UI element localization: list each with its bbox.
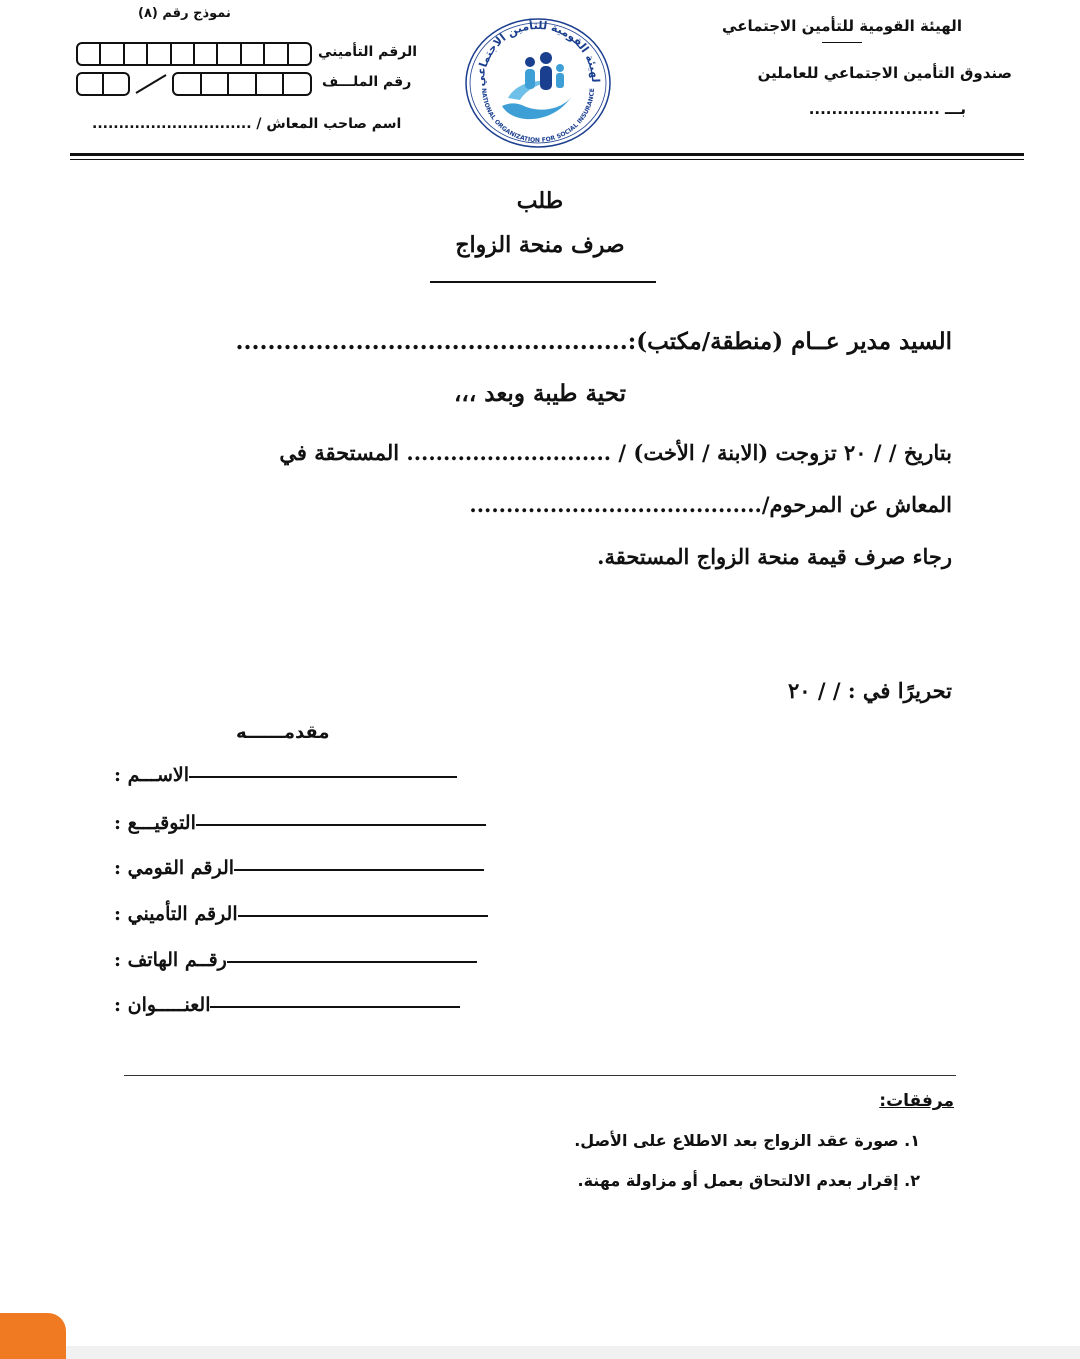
field-label: الرقم القومي : <box>114 857 235 879</box>
org-name: الهيئة القومية للتأمين الاجتماعي <box>722 17 962 35</box>
field-line[interactable] <box>227 961 477 963</box>
greeting: تحية طيبة وبعد ،،، <box>453 380 626 407</box>
attachment-item: ٢. إقرار بعدم الالتحاق بعمل أو مزاولة مهنة. <box>577 1171 920 1190</box>
salutation: السيد مدير عــام (منطقة/مكتب):................................................. <box>235 328 952 355</box>
request-paragraph-line2: المعاش عن المرحوم/........................................ <box>469 492 952 517</box>
header-rule-thin <box>70 159 1024 160</box>
organization-logo <box>462 16 614 150</box>
attachment-item: ١. صورة عقد الزواج بعد الاطلاع على الأصل. <box>574 1131 920 1150</box>
submitter-heading: مقدمــــــه <box>236 722 330 743</box>
pensioner-name-label: اسم صاحب المعاش / .............................. <box>92 116 402 132</box>
organization-header <box>682 12 1012 118</box>
field-line[interactable] <box>234 869 484 871</box>
svg-text:NATIONAL ORGANIZATION FOR SOCI: NATIONAL ORGANIZATION FOR SOCIAL INSURANCE <box>479 88 597 145</box>
field-label: العنـــــوان : <box>114 994 211 1016</box>
field-label: الاســـم : <box>114 764 190 786</box>
field-line[interactable] <box>189 776 457 778</box>
viewer-orange-tab[interactable] <box>0 1313 66 1359</box>
field-national-id[interactable] <box>114 857 518 879</box>
request-paragraph-line1: بتاريخ / / ٢٠ تزوجت (الابنة / الأخت) / ............................ المستحقة في <box>279 440 952 465</box>
field-phone[interactable] <box>114 949 518 971</box>
field-name[interactable] <box>114 764 518 786</box>
insurance-number-label: الرقم التأميني <box>318 44 418 60</box>
field-line[interactable] <box>210 1006 460 1008</box>
date-written: تحريرًا في : / / ٢٠ <box>787 678 952 703</box>
field-address[interactable] <box>114 994 518 1016</box>
file-number-label: رقم الملـــف <box>322 74 412 90</box>
org-underline <box>822 42 862 43</box>
document-title: طلب <box>516 188 564 214</box>
file-number-boxes[interactable] <box>76 72 312 96</box>
document-subtitle: صرف منحة الزواج <box>455 232 625 258</box>
viewer-bottom-bar <box>0 1346 1080 1359</box>
header-rule <box>70 153 1024 156</box>
attachments-separator <box>124 1075 956 1076</box>
title-underline <box>430 281 656 283</box>
insurance-number-boxes[interactable] <box>76 42 312 66</box>
field-label: التوقيـــع : <box>114 812 196 834</box>
field-line[interactable] <box>238 915 488 917</box>
form-number: نموذج رقم (٨) <box>138 6 231 21</box>
field-insurance-number[interactable] <box>114 903 518 925</box>
branch-line: بـــ ....................... <box>808 100 966 118</box>
fund-name: صندوق التأمين الاجتماعي للعاملين <box>757 64 1012 82</box>
attachments-heading: مرفقات: <box>879 1091 954 1111</box>
file-number-slash <box>132 73 170 95</box>
field-label: رقــم الهاتف : <box>114 949 227 971</box>
request-paragraph-line3: رجاء صرف قيمة منحة الزواج المستحقة. <box>597 544 952 569</box>
svg-text:الهيئة القومية للتأمين الاجتما: لهيئة القومية للتأمين الاجتماعي <box>473 18 603 87</box>
field-line[interactable] <box>196 824 486 826</box>
field-signature[interactable] <box>114 812 518 834</box>
field-label: الرقم التأميني : <box>114 903 238 925</box>
